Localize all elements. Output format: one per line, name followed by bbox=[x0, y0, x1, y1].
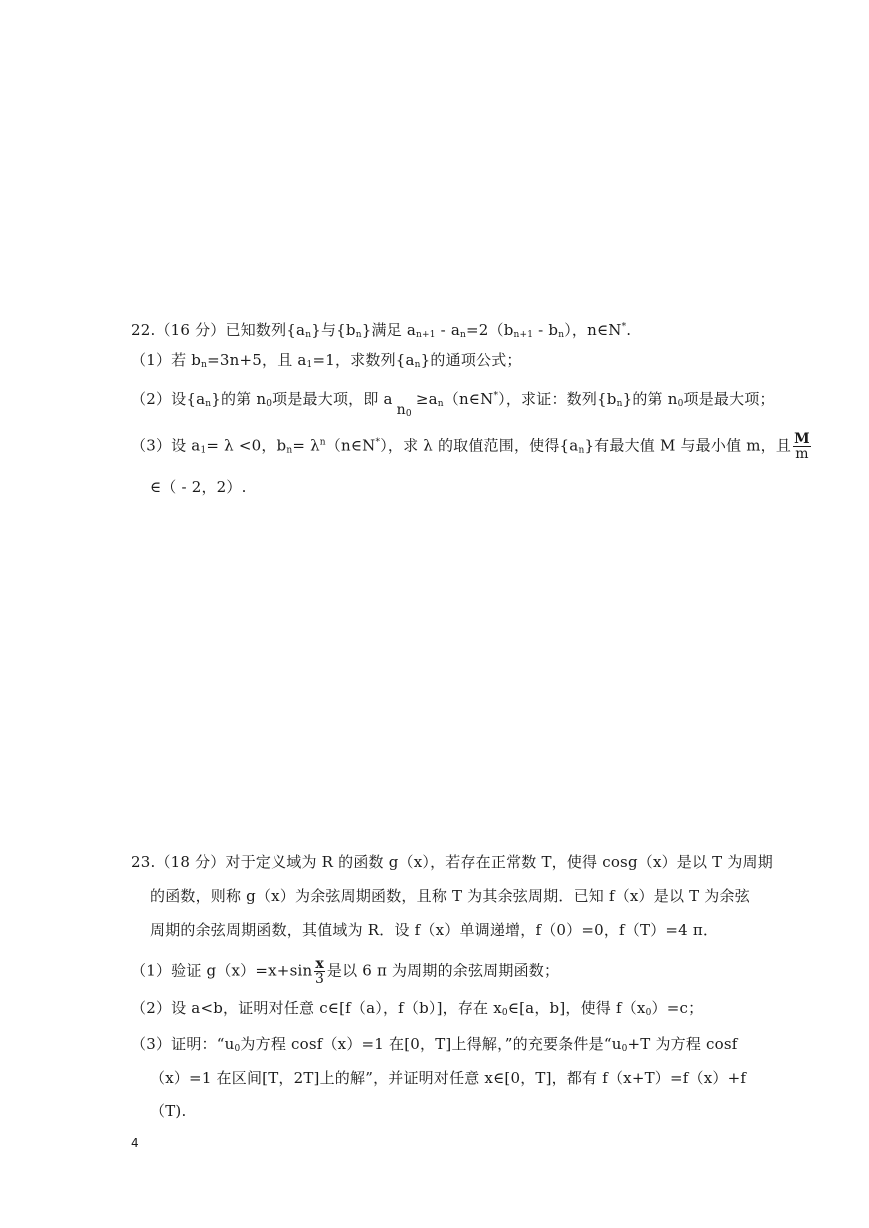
q23-line2: 的函数，则称 g（x）为余弦周期函数，且称 T 为其余弦周期．已知 f（x）是以 T 为余弦 bbox=[150, 887, 750, 905]
page-number: 4 bbox=[131, 1136, 139, 1150]
q23-part3: （3）证明：“$u_0$为方程 cosf（x）=1 在[0，T]上得解，”的充要条件是“$u_0+T$ 为方程 cosf bbox=[131, 1035, 738, 1054]
q22-part3: （3）设 $a_1= \lambda <0$，$b_n=$ $\lambda^n(n\in N^*)$，求 λ 的取值范围，使得$\{a_n\}$有最大值 M 与最小值 m，且 $\frac{M}{m}$ bbox=[131, 431, 810, 462]
q22-part3-end: ∈（ - 2，2）. bbox=[150, 478, 247, 496]
q23-part3-line2: （x）=1 在区间[T，2T]上的解”，并证明对任意 x∈[0，T]，都有 f（x+T）=f（x）+f bbox=[150, 1069, 747, 1087]
n0-subscript: n0 bbox=[396, 402, 412, 419]
q23-line1: 23.（18 分）对于定义域为 R 的函数 g（x），若存在正常数 T，使得 cosg（x）是以 T 为周期 bbox=[131, 853, 773, 871]
q23-part2: （2）设 a<b，证明对任意 c∈[f（a），f（b）]，存在 $x_0\in[a$，b]，使得 $f(x_0)=c$； bbox=[131, 999, 704, 1018]
q22-part2: （2）设$\{a_n\}$的第 $n_0$项是最大项，即 $an0\ge a_n(n\in N^*)$，求证：数列$\{b_n\}$的第 $n_0$项是最大项； bbox=[131, 386, 775, 414]
fraction-M-over-m: $\frac{M}{m}$ bbox=[794, 431, 810, 462]
q23-part3-line3: （T). bbox=[150, 1102, 187, 1120]
q23-line3: 周期的余弦周期函数，其值域为 R．设 f（x）单调递增，f（0）=0，f（T）=4 π． bbox=[150, 921, 719, 939]
fraction-x-over-3: $\frac{x}{3}$ bbox=[315, 956, 325, 987]
q22-part1: （1）若 $b_n=3n+5$，且 $a_1=1$，求数列$\{a_n\}$的通项公式； bbox=[131, 351, 522, 370]
q22-title: 22.（16 分）已知数列$\{a_n\}$与$\{b_n\}$满足 $a_{n+1} - a_n=2(b_{n+1} - b_n)$，n∈N*. bbox=[131, 321, 632, 340]
q23-part1: （1）验证 g（x）=x+sin $\frac{x}{3}$ 是以 6 π 为周期的余弦周期函数； bbox=[131, 956, 560, 987]
